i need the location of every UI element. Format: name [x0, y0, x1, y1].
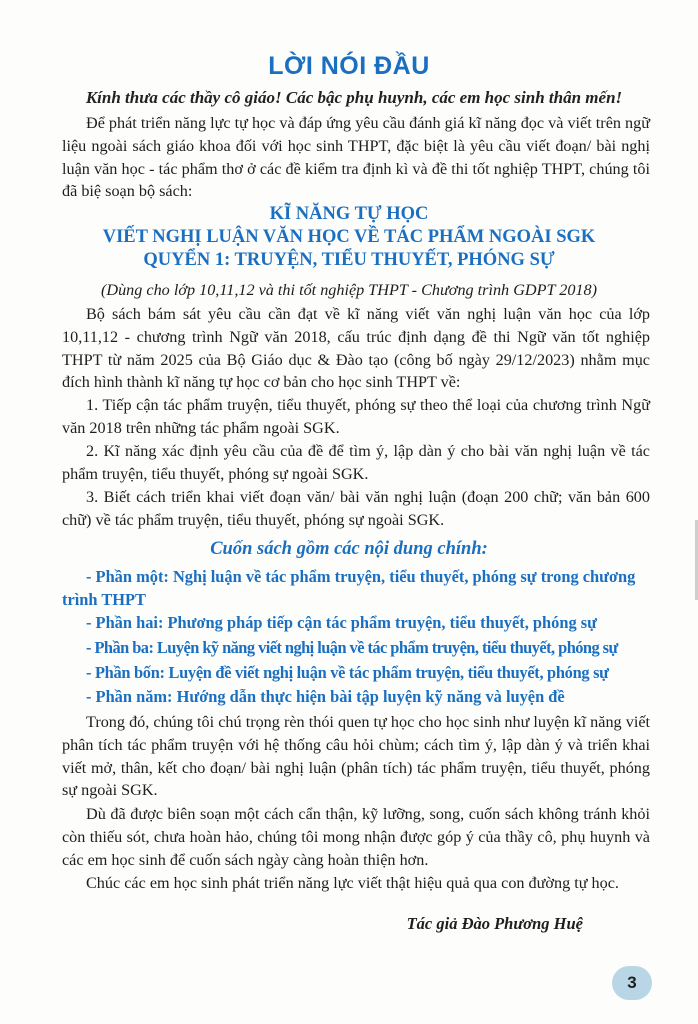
- feedback-paragraph: Dù đã được biên soạn một cách cẩn thận, kỹ lưỡng, song, cuốn sách không tránh khỏi còn thiếu sót, chưa hoàn hảo, chúng tôi mong nhận được góp ý của thầy cô, phụ huynh và các em học sinh để cuốn sách ngày càng hoàn thiện hơn.: [62, 805, 650, 869]
- page-title: LỜI NÓI ĐẦU: [268, 52, 430, 80]
- author-signature: Tác giả Đào Phương Huệ: [406, 914, 583, 933]
- book-title-line-3: QUYỂN 1: TRUYỆN, TIỂU THUYẾT, PHÓNG SỰ: [143, 250, 555, 270]
- page-number: 3: [627, 973, 637, 992]
- greeting: Kính thưa các thầy cô giáo! Các bậc phụ huynh, các em học sinh thân mến!: [85, 88, 623, 107]
- goal-item: 3. Biết cách triển khai viết đoạn văn/ bài văn nghị luận (đoạn 200 chữ; văn bản 600 chữ) về tác phẩm truyện, tiểu thuyết, phóng sự ngoài SGK.: [62, 488, 650, 529]
- page-number-badge: [612, 966, 652, 1000]
- description-paragraph: Bộ sách bám sát yêu cầu cần đạt về kĩ năng viết văn nghị luận văn học của lớp 10,11,12 - chương trình Ngữ văn 2018, cấu trúc định dạng đề thi Ngữ văn tốt nghiệp THPT từ năm 2025 của Bộ Giáo dục & Đào tạo (công bố ngày 29/12/2023) nhằm mục đích hình thành kĩ năng tự học cơ bản cho học sinh THPT về:: [62, 305, 650, 392]
- book-title-line-2: VIẾT NGHỊ LUẬN VĂN HỌC VỀ TÁC PHẨM NGOÀI SGK: [102, 227, 596, 247]
- focus-paragraph: Trong đó, chúng tôi chú trọng rèn thói quen tự học cho học sinh như luyện kĩ năng viết phân tích tác phẩm truyện với hệ thống câu hỏi chùm; cách tìm ý, lập dàn ý và triển khai viết mở, thân, kết cho đoạn/ bài nghị luận (phân tích) tác phẩm truyện, tiểu thuyết, phóng sự ngoài SGK.: [62, 713, 650, 800]
- closing-paragraph: Chúc các em học sinh phát triển năng lực viết thật hiệu quả qua con đường tự học.: [86, 874, 619, 892]
- content-part-3: - Phần ba: Luyện kỹ năng viết nghị luận về tác phẩm truyện, tiểu thuyết, phóng sự: [86, 638, 618, 657]
- content-part-4: - Phần bốn: Luyện đề viết nghị luận về tác phẩm truyện, tiểu thuyết, phóng sự: [86, 663, 609, 682]
- contents-heading: Cuốn sách gồm các nội dung chính:: [210, 539, 488, 559]
- content-part-2: - Phần hai: Phương pháp tiếp cận tác phẩm truyện, tiểu thuyết, phóng sự: [86, 613, 597, 632]
- book-title: [40, 203, 658, 272]
- book-title-line-1: KĨ NĂNG TỰ HỌC: [269, 204, 429, 224]
- goal-item: 2. Kĩ năng xác định yêu cầu của đề để tìm ý, lập dàn ý cho bài văn nghị luận về tác phẩm truyện, tiểu thuyết, phóng sự ngoài SGK.: [62, 442, 650, 483]
- intro-paragraph: Để phát triển năng lực tự học và đáp ứng yêu cầu đánh giá kĩ năng đọc và viết trên ngữ liệu ngoài sách giáo khoa đối với học sinh THPT, đặc biệt là yêu cầu viết đoạn/ bài nghị luận văn học - tác phẩm thơ ở các đề kiểm tra định kì và đề thi tốt nghiệp THPT, chúng tôi đã biệ soạn bộ sách:: [62, 114, 650, 201]
- usage-note: (Dùng cho lớp 10,11,12 và thi tốt nghiệp THPT - Chương trình GDPT 2018): [101, 281, 597, 299]
- goal-item: 1. Tiếp cận tác phẩm truyện, tiểu thuyết, phóng sự theo thể loại của chương trình Ngữ văn 2018 trên những tác phẩm ngoài SGK.: [62, 396, 650, 437]
- content-part-1: - Phần một: Nghị luận về tác phẩm truyện, tiểu thuyết, phóng sự trong chương trình THPT: [62, 567, 636, 609]
- content-part-5: - Phần năm: Hướng dẫn thực hiện bài tập luyện kỹ năng và luyện đề: [86, 687, 565, 706]
